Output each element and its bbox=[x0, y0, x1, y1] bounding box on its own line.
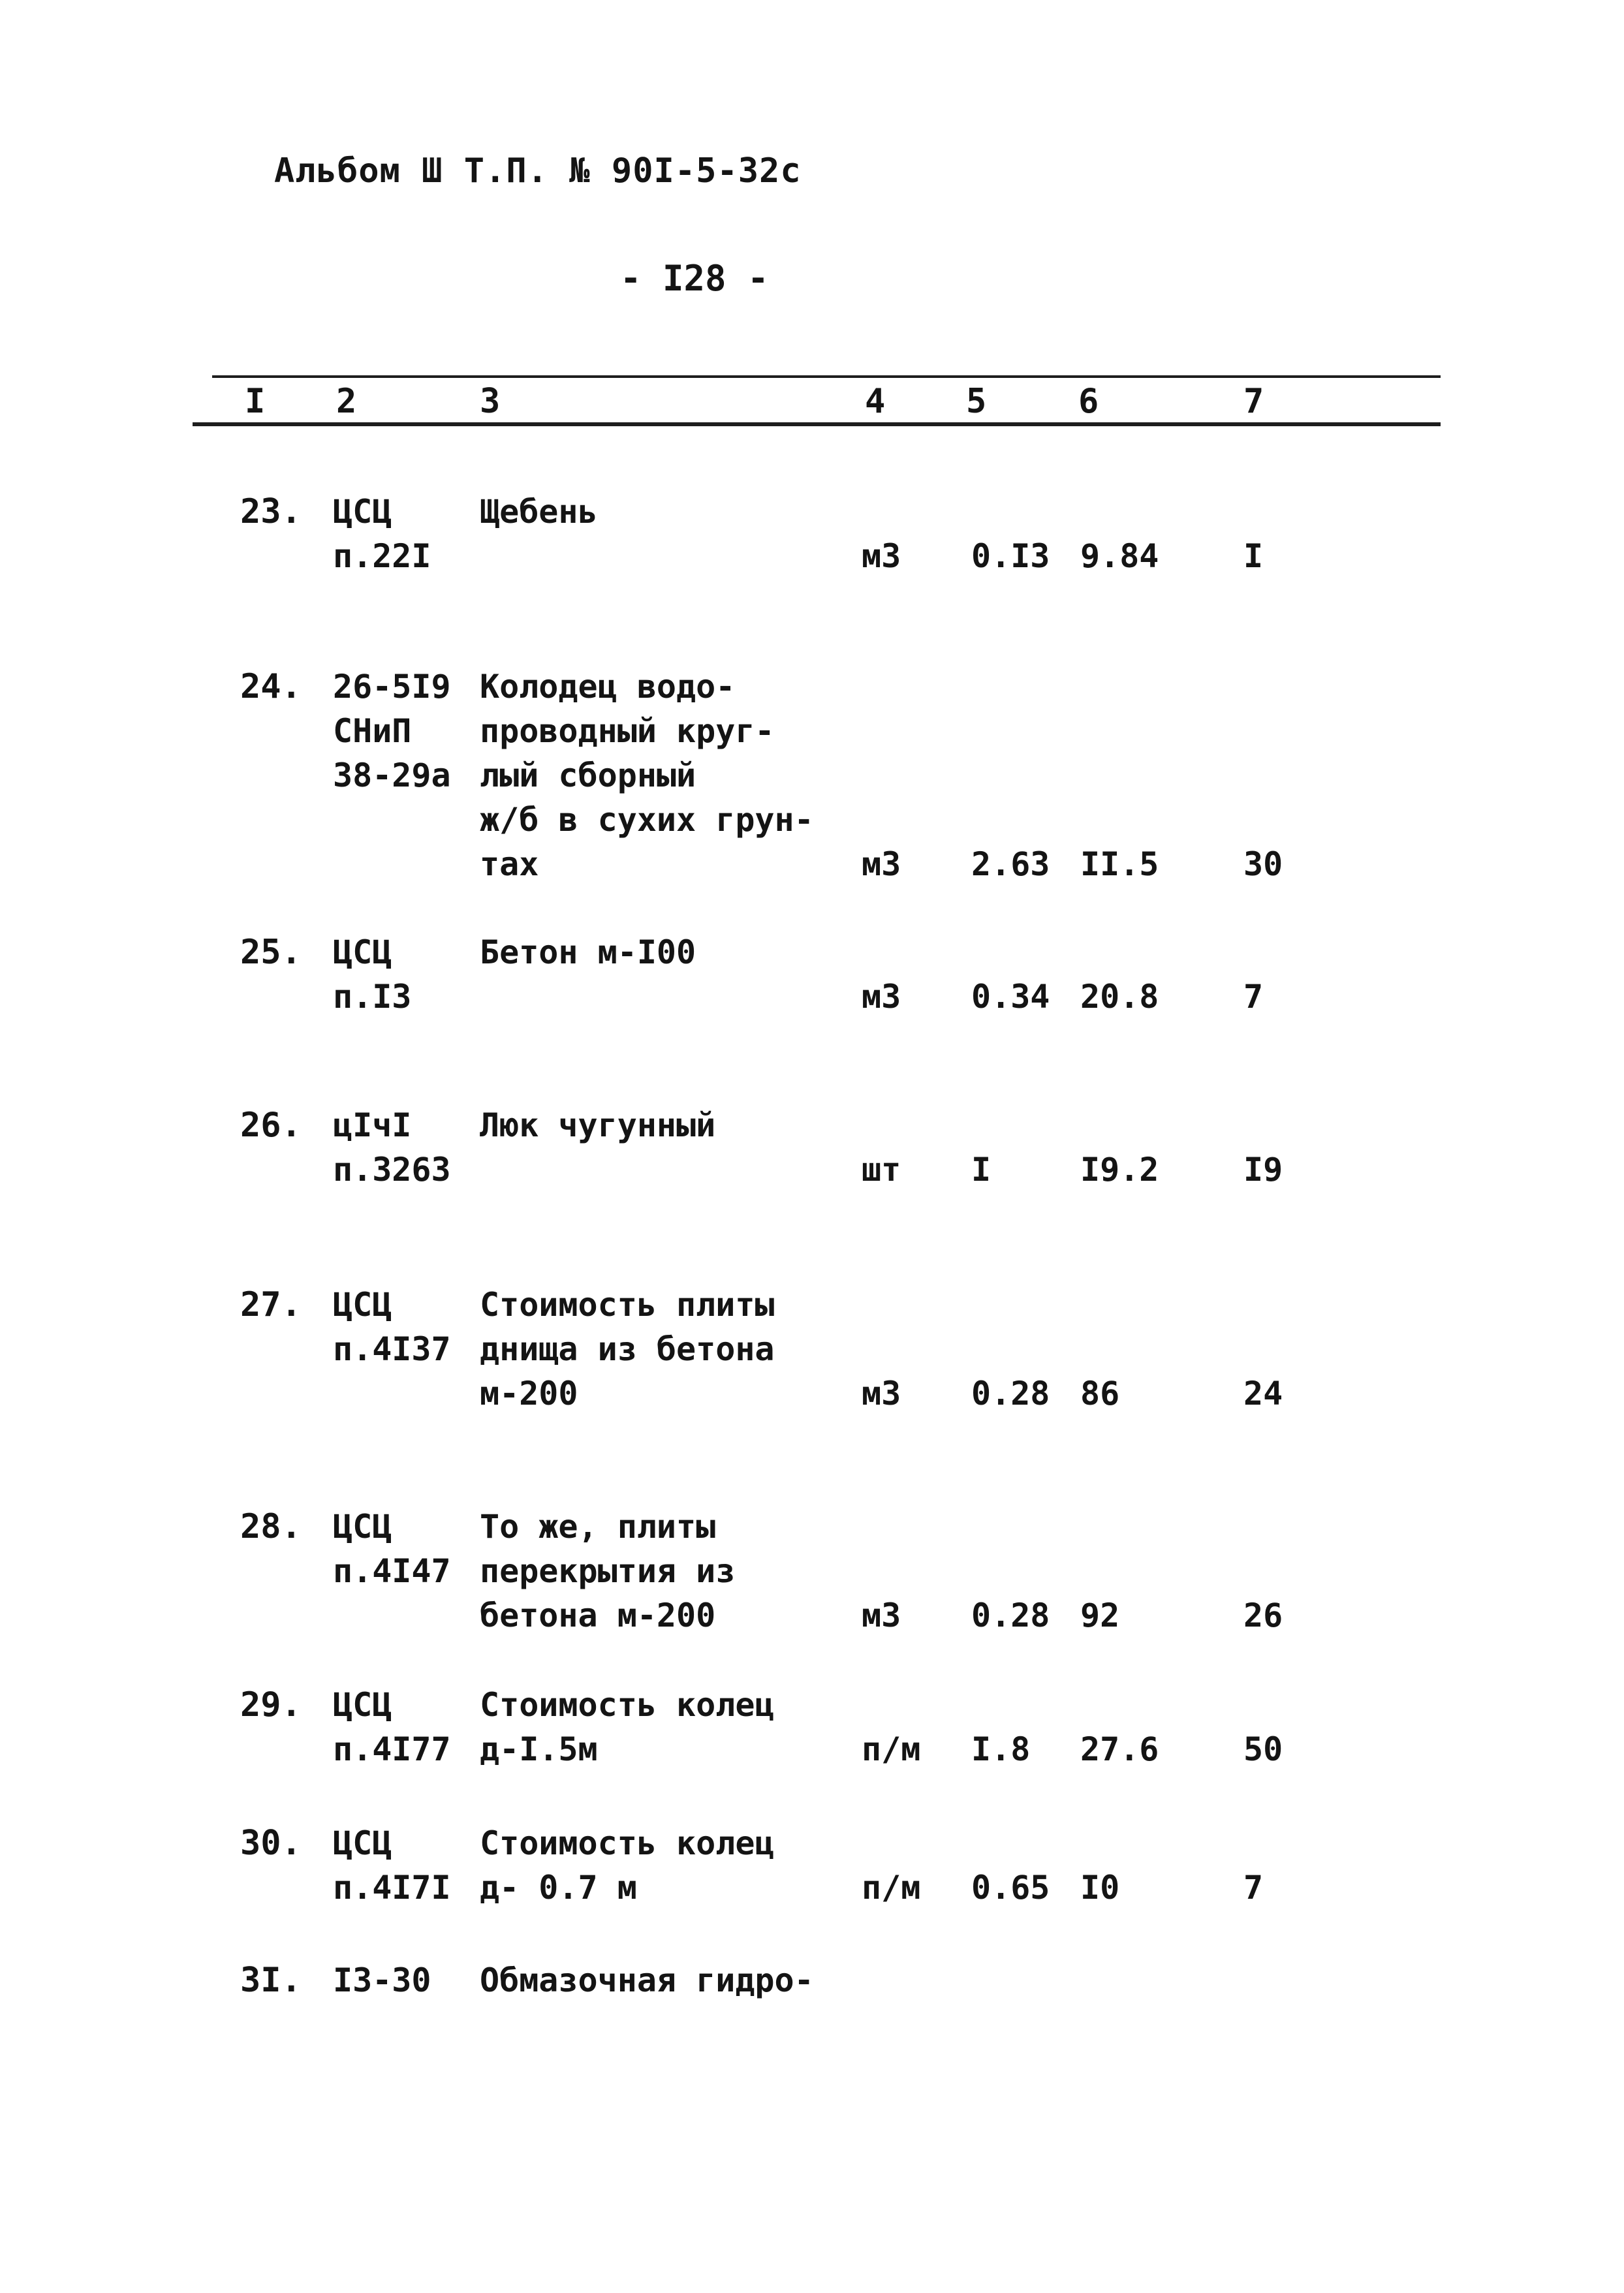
price-cell: 20.8 bbox=[1080, 978, 1159, 1016]
normative-code: п.4I37 bbox=[333, 1330, 451, 1368]
price-cell: II.5 bbox=[1080, 845, 1159, 883]
item-description: Стоимость плиты bbox=[480, 1286, 775, 1324]
row-number: 28. bbox=[240, 1507, 302, 1546]
total-cell: 7 bbox=[1243, 978, 1264, 1016]
normative-code: цIчI bbox=[333, 1106, 412, 1144]
item-description: Щебень bbox=[480, 493, 598, 531]
quantity-cell: 0.28 bbox=[971, 1375, 1050, 1412]
item-description: Стоимость колец bbox=[480, 1824, 775, 1862]
row-number: 29. bbox=[240, 1685, 302, 1724]
price-cell: 27.6 bbox=[1080, 1730, 1159, 1768]
item-description: Колодец водо- bbox=[480, 668, 736, 706]
unit-cell: м3 bbox=[862, 845, 901, 883]
row-number: 24. bbox=[240, 667, 302, 706]
normative-code: п.4I47 bbox=[333, 1552, 451, 1590]
row-number: 3I. bbox=[240, 1961, 302, 2000]
total-cell: I bbox=[1243, 537, 1264, 575]
normative-code: ЦСЦ bbox=[333, 1508, 392, 1546]
column-header-4: 4 bbox=[865, 382, 886, 421]
item-description: м-200 bbox=[480, 1375, 578, 1412]
item-description: Люк чугунный bbox=[480, 1106, 716, 1144]
unit-cell: м3 bbox=[862, 1597, 901, 1634]
item-description: бетона м-200 bbox=[480, 1597, 716, 1634]
price-cell: I0 bbox=[1080, 1869, 1120, 1907]
row-number: 30. bbox=[240, 1824, 302, 1863]
item-description: днища из бетона bbox=[480, 1330, 775, 1368]
item-description: Стоимость колец bbox=[480, 1686, 775, 1724]
quantity-cell: I bbox=[971, 1151, 992, 1189]
normative-code: 26-5I9 bbox=[333, 668, 451, 706]
item-description: д-I.5м bbox=[480, 1730, 598, 1768]
total-cell: 7 bbox=[1243, 1869, 1264, 1907]
normative-code: п.22I bbox=[333, 537, 431, 575]
price-cell: 9.84 bbox=[1080, 537, 1159, 575]
item-description: То же, плиты bbox=[480, 1508, 716, 1546]
column-header-6: 6 bbox=[1078, 382, 1099, 421]
column-header-5: 5 bbox=[966, 382, 987, 421]
normative-code: ЦСЦ bbox=[333, 1824, 392, 1862]
album-header: Альбом Ш Т.П. № 90I-5-32с bbox=[274, 151, 802, 191]
normative-code: п.4I77 bbox=[333, 1730, 451, 1768]
unit-cell: м3 bbox=[862, 1375, 901, 1412]
normative-code: I3-30 bbox=[333, 1961, 431, 1999]
item-description: проводный круг- bbox=[480, 712, 775, 750]
unit-cell: шт bbox=[862, 1151, 901, 1189]
price-cell: 86 bbox=[1080, 1375, 1120, 1412]
total-cell: 26 bbox=[1243, 1597, 1283, 1634]
unit-cell: п/м bbox=[862, 1730, 921, 1768]
quantity-cell: 0.34 bbox=[971, 978, 1050, 1016]
normative-code: п.I3 bbox=[333, 978, 412, 1016]
item-description: перекрытия из bbox=[480, 1552, 736, 1590]
item-description: тах bbox=[480, 845, 539, 883]
table-top-rule bbox=[212, 375, 1441, 378]
item-description: д- 0.7 м bbox=[480, 1869, 637, 1907]
row-number: 23. bbox=[240, 492, 302, 531]
normative-code: п.3263 bbox=[333, 1151, 451, 1189]
quantity-cell: I.8 bbox=[971, 1730, 1031, 1768]
column-header-7: 7 bbox=[1243, 382, 1264, 421]
unit-cell: м3 bbox=[862, 537, 901, 575]
normative-code: ЦСЦ bbox=[333, 933, 392, 971]
normative-code: ЦСЦ bbox=[333, 1686, 392, 1724]
normative-code: п.4I7I bbox=[333, 1869, 451, 1907]
column-header-3: 3 bbox=[480, 382, 501, 421]
column-header-1: I bbox=[245, 382, 266, 421]
item-description: ж/б в сухих грун- bbox=[480, 801, 814, 839]
quantity-cell: 0.65 bbox=[971, 1869, 1050, 1907]
price-cell: 92 bbox=[1080, 1597, 1120, 1634]
unit-cell: п/м bbox=[862, 1869, 921, 1907]
quantity-cell: 2.63 bbox=[971, 845, 1050, 883]
unit-cell: м3 bbox=[862, 978, 901, 1016]
row-number: 25. bbox=[240, 933, 302, 972]
row-number: 27. bbox=[240, 1285, 302, 1324]
row-number: 26. bbox=[240, 1106, 302, 1145]
normative-code: ЦСЦ bbox=[333, 1286, 392, 1324]
quantity-cell: 0.28 bbox=[971, 1597, 1050, 1634]
normative-code: ЦСЦ bbox=[333, 493, 392, 531]
quantity-cell: 0.I3 bbox=[971, 537, 1050, 575]
item-description: Бетон м-I00 bbox=[480, 933, 696, 971]
total-cell: 50 bbox=[1243, 1730, 1283, 1768]
table-header-rule bbox=[193, 422, 1441, 426]
total-cell: 24 bbox=[1243, 1375, 1283, 1412]
total-cell: 30 bbox=[1243, 845, 1283, 883]
normative-code: СНиП bbox=[333, 712, 412, 750]
item-description: лый сборный bbox=[480, 757, 696, 794]
item-description: Обмазочная гидро- bbox=[480, 1961, 814, 1999]
normative-code: 38-29а bbox=[333, 757, 451, 794]
total-cell: I9 bbox=[1243, 1151, 1283, 1189]
column-header-2: 2 bbox=[336, 382, 357, 421]
price-cell: I9.2 bbox=[1080, 1151, 1159, 1189]
page-number: - I28 - bbox=[620, 258, 769, 299]
